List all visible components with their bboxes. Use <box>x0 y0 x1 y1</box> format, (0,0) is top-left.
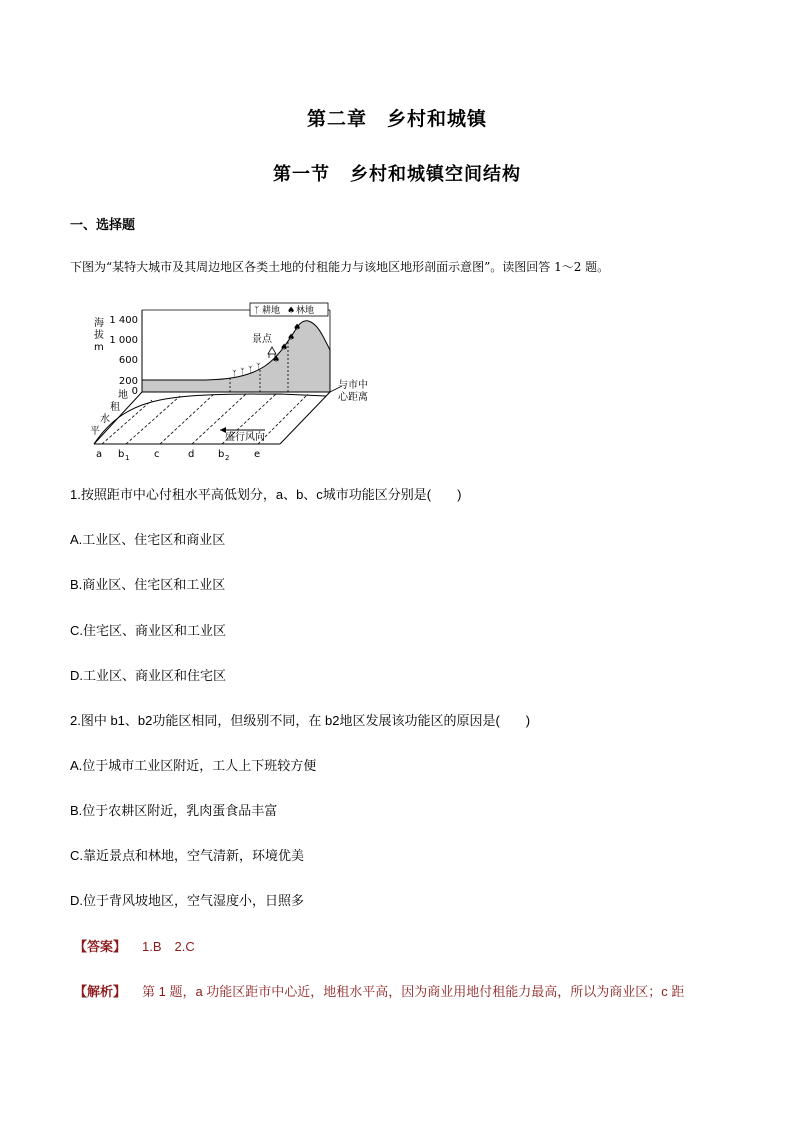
question-1-option-d: D.工业区、商业区和住宅区 <box>70 668 227 683</box>
question-type-heading: 一、选择题 <box>70 218 136 233</box>
chapter-number: 第二章 <box>306 108 367 130</box>
floor-dash-e <box>258 394 308 444</box>
floor-dash-c <box>160 394 214 444</box>
question-2-stem: 2.图中 b1、b2功能区相同，但级别不同，在 b2地区发展该功能区的原因是( ) <box>70 713 531 728</box>
question-1-option-b: B.商业区、住宅区和工业区 <box>70 577 226 592</box>
zone-label-c: c <box>154 449 160 460</box>
forest-icon-1: ♠ <box>272 355 281 365</box>
zone-label-a: a <box>96 449 103 460</box>
answer-tag: 【答案】 <box>74 939 127 954</box>
section-name: 乡村和城镇空间结构 <box>350 164 521 185</box>
y-tick-200: 200 <box>118 376 138 387</box>
chapter-title <box>0 104 794 131</box>
forest-icon-3: ♠ <box>287 333 296 343</box>
intro-paragraph: 下图为“某特大城市及其周边地区各类土地的付租能力与该地区地形剖面示意图”。读图回答 1～2 题。 <box>70 260 610 274</box>
rent-curve <box>94 394 326 444</box>
question-2-option-a: A.位于城市工业区附近，工人上下班较方便 <box>70 758 317 773</box>
analysis-tag: 【解析】 <box>74 984 127 999</box>
farmland-icon-1: ᛉ <box>232 369 237 378</box>
chapter-name: 乡村和城镇 <box>387 108 488 130</box>
rent-label-2: 租 <box>110 402 120 413</box>
question-1-stem: 1.按照距市中心付租水平高低划分，a、b、c城市功能区分别是( ) <box>70 487 462 502</box>
answer-text: 1.B 2.C <box>142 939 195 954</box>
x-axis-label-1: 与市中 <box>338 380 368 391</box>
floor-right-edge <box>280 392 330 444</box>
forest-icon-2: ♠ <box>280 343 289 353</box>
legend-forest-icon: ♠ <box>287 306 296 316</box>
legend-forest-label: 林地 <box>296 306 315 316</box>
section-title <box>0 160 794 186</box>
zone-label-b1: b <box>118 449 125 460</box>
legend-farmland-label: 耕地 <box>262 306 281 316</box>
y-axis-label-1: 海 <box>94 318 104 329</box>
farmland-icon-4: ᛉ <box>256 362 261 371</box>
floor-dash-b1 <box>126 396 180 444</box>
y-axis-label-2: 拔 <box>94 330 104 341</box>
y-tick-1400: 1 400 <box>109 315 138 326</box>
section-number: 第一节 <box>273 164 330 185</box>
analysis-line <box>74 982 684 1002</box>
question-2-option-c: C.靠近景点和林地，空气清新，环境优美 <box>70 848 305 863</box>
zone-subscript-b2: 2 <box>225 454 230 462</box>
zone-label-b2: b <box>218 449 225 460</box>
wind-label: 盛行风向 <box>225 432 265 443</box>
question-2-option-d: D.位于背风坡地区，空气湿度小，日照多 <box>70 893 305 908</box>
y-tick-1000: 1 000 <box>109 335 138 346</box>
zone-label-e: e <box>254 449 261 460</box>
x-axis-label-2: 心距离 <box>338 392 368 403</box>
rent-label-3: 水 <box>100 414 110 425</box>
zone-label-d: d <box>188 449 195 460</box>
y-axis-label-3: m <box>94 342 104 353</box>
scenic-spot-label: 景点 <box>252 334 272 345</box>
rent-label-1: 地 <box>118 390 128 401</box>
terrain-rent-figure <box>80 300 370 465</box>
legend-farmland-icon: ᛉ <box>254 306 260 316</box>
zone-subscript-b1: 1 <box>125 454 130 462</box>
farmland-icon-3: ᛉ <box>248 365 253 374</box>
y-tick-0: 0 <box>131 386 138 397</box>
question-2-option-b: B.位于农耕区附近，乳肉蛋食品丰富 <box>70 803 278 818</box>
terrain-profile <box>142 321 330 392</box>
y-tick-600: 600 <box>118 355 138 366</box>
forest-icon-4: ♠ <box>293 323 302 333</box>
farmland-icon-2: ᛉ <box>240 367 245 376</box>
question-1-option-a: A.工业区、住宅区和商业区 <box>70 532 226 547</box>
analysis-text: 第 1 题，a 功能区距市中心近，地租水平高，因为商业用地付租能力最高，所以为商业区；c 距 <box>142 984 685 999</box>
question-1-option-c: C.住宅区、商业区和工业区 <box>70 623 227 638</box>
rent-label-4: 平 <box>90 426 100 437</box>
answer-line <box>74 937 195 957</box>
